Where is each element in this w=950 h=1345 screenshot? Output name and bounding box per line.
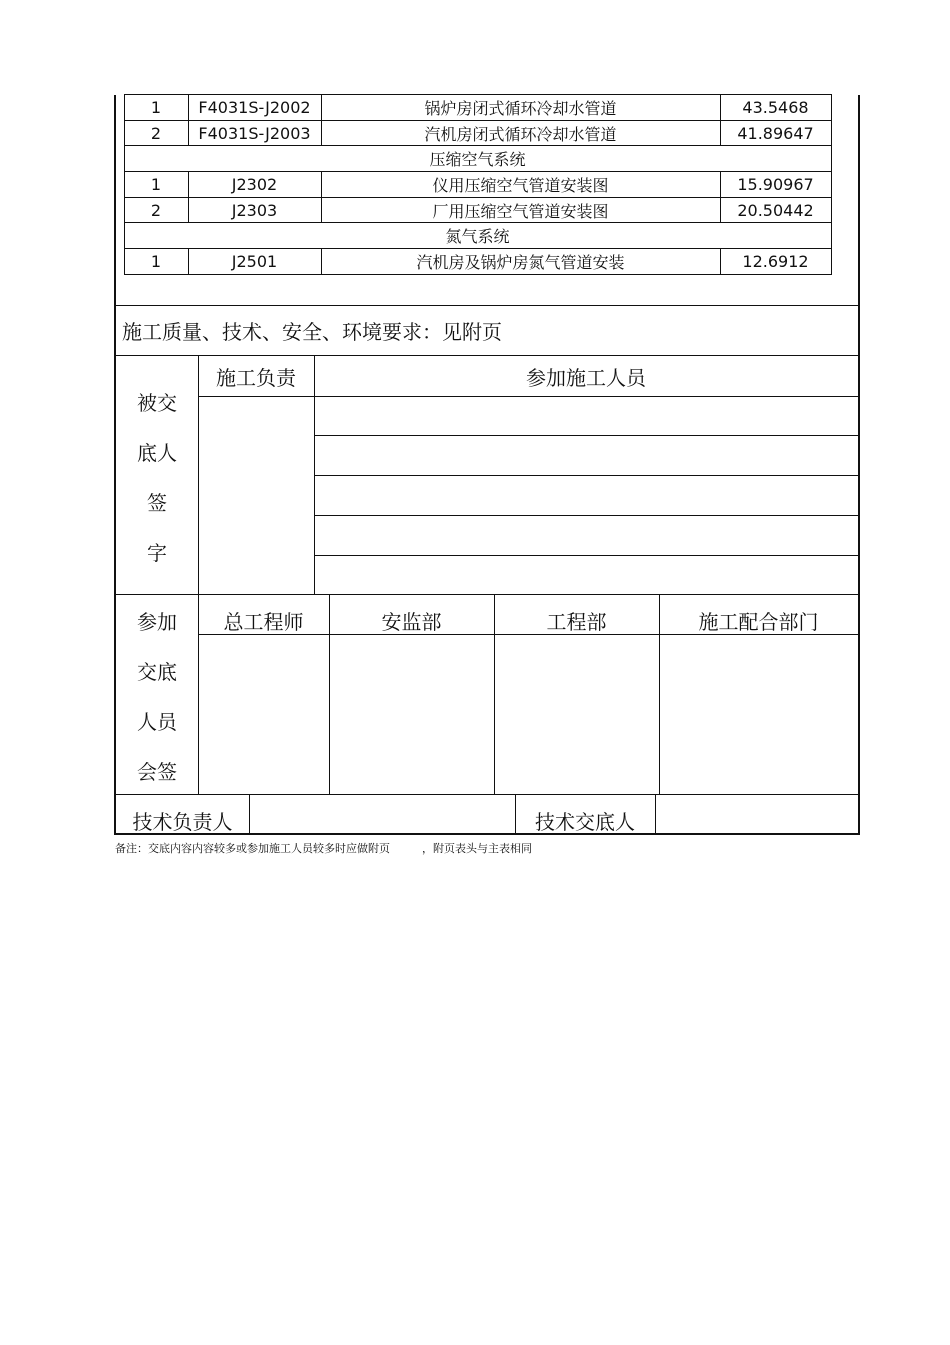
drawing-value: 12.6912 <box>742 251 809 271</box>
engineering-dept-header: 工程部 <box>546 609 607 634</box>
countersign-label-line: 参加 <box>137 609 177 634</box>
safety-dept-signature-field[interactable] <box>330 635 494 794</box>
tech-briefer-signature-field[interactable] <box>656 795 858 833</box>
row-number: 1 <box>150 174 162 194</box>
receiver-label-line: 字 <box>147 540 167 565</box>
footnote <box>115 840 715 856</box>
construction-lead-header: 施工负责 <box>216 365 296 390</box>
drawing-value: 15.90967 <box>737 174 814 194</box>
drawing-code: F4031S-J2003 <box>198 123 311 143</box>
chief-engineer-signature-field[interactable] <box>199 635 329 794</box>
participant-signature-field[interactable] <box>315 516 858 555</box>
footnote-part2: ，附页表头与主表相同 <box>422 842 532 855</box>
row-number: 2 <box>150 123 162 143</box>
drawing-name: 仪用压缩空气管道安装图 <box>432 175 609 195</box>
countersign-label-line: 人员 <box>137 709 177 734</box>
drawing-name: 汽机房及锅炉房氮气管道安装 <box>416 252 625 272</box>
coop-dept-signature-field[interactable] <box>660 635 858 794</box>
tech-lead-signature-field[interactable] <box>250 795 515 833</box>
tech-briefer-label: 技术交底人 <box>535 809 635 834</box>
drawing-code: J2302 <box>231 174 278 194</box>
receiver-label-line: 签 <box>147 490 167 515</box>
countersign-label-line: 会签 <box>137 759 177 784</box>
receiver-label-line: 底人 <box>137 440 177 465</box>
drawing-name: 厂用压缩空气管道安装图 <box>432 201 609 221</box>
outer-right-border <box>858 95 860 835</box>
drawing-name: 汽机房闭式循环冷却水管道 <box>424 124 617 144</box>
row-number: 2 <box>150 200 162 220</box>
engineering-dept-signature-field[interactable] <box>495 635 659 794</box>
participant-signature-field[interactable] <box>315 436 858 475</box>
section-heading-compressed-air: 压缩空气系统 <box>429 149 526 169</box>
footnote-part1: 备注：交底内容内容较多或参加施工人员较多时应做附页 <box>115 842 390 855</box>
participants-header: 参加施工人员 <box>526 365 646 390</box>
row-number: 1 <box>150 97 162 117</box>
section-heading-nitrogen: 氮气系统 <box>445 226 510 246</box>
construction-lead-signature-field[interactable] <box>199 397 314 594</box>
drawing-code: J2501 <box>231 251 278 271</box>
requirements-text: 施工质量、技术、安全、环境要求：见附页 <box>122 320 502 344</box>
receiver-label-line: 被交 <box>137 390 177 415</box>
drawing-code: J2303 <box>231 200 278 220</box>
tech-lead-label: 技术负责人 <box>132 809 233 834</box>
coop-dept-header: 施工配合部门 <box>698 609 819 634</box>
chief-engineer-header: 总工程师 <box>223 609 304 634</box>
drawing-value: 20.50442 <box>737 200 814 220</box>
safety-dept-header: 安监部 <box>381 609 442 634</box>
row-number: 1 <box>150 251 162 271</box>
drawing-value: 41.89647 <box>737 123 814 143</box>
drawing-code: F4031S-J2002 <box>198 97 311 117</box>
countersign-label-line: 交底 <box>137 659 177 684</box>
drawing-value: 43.5468 <box>742 97 809 117</box>
participant-signature-field[interactable] <box>315 476 858 515</box>
participant-signature-field[interactable] <box>315 397 858 435</box>
participant-signature-field[interactable] <box>315 556 858 594</box>
drawing-name: 锅炉房闭式循环冷却水管道 <box>424 98 617 118</box>
